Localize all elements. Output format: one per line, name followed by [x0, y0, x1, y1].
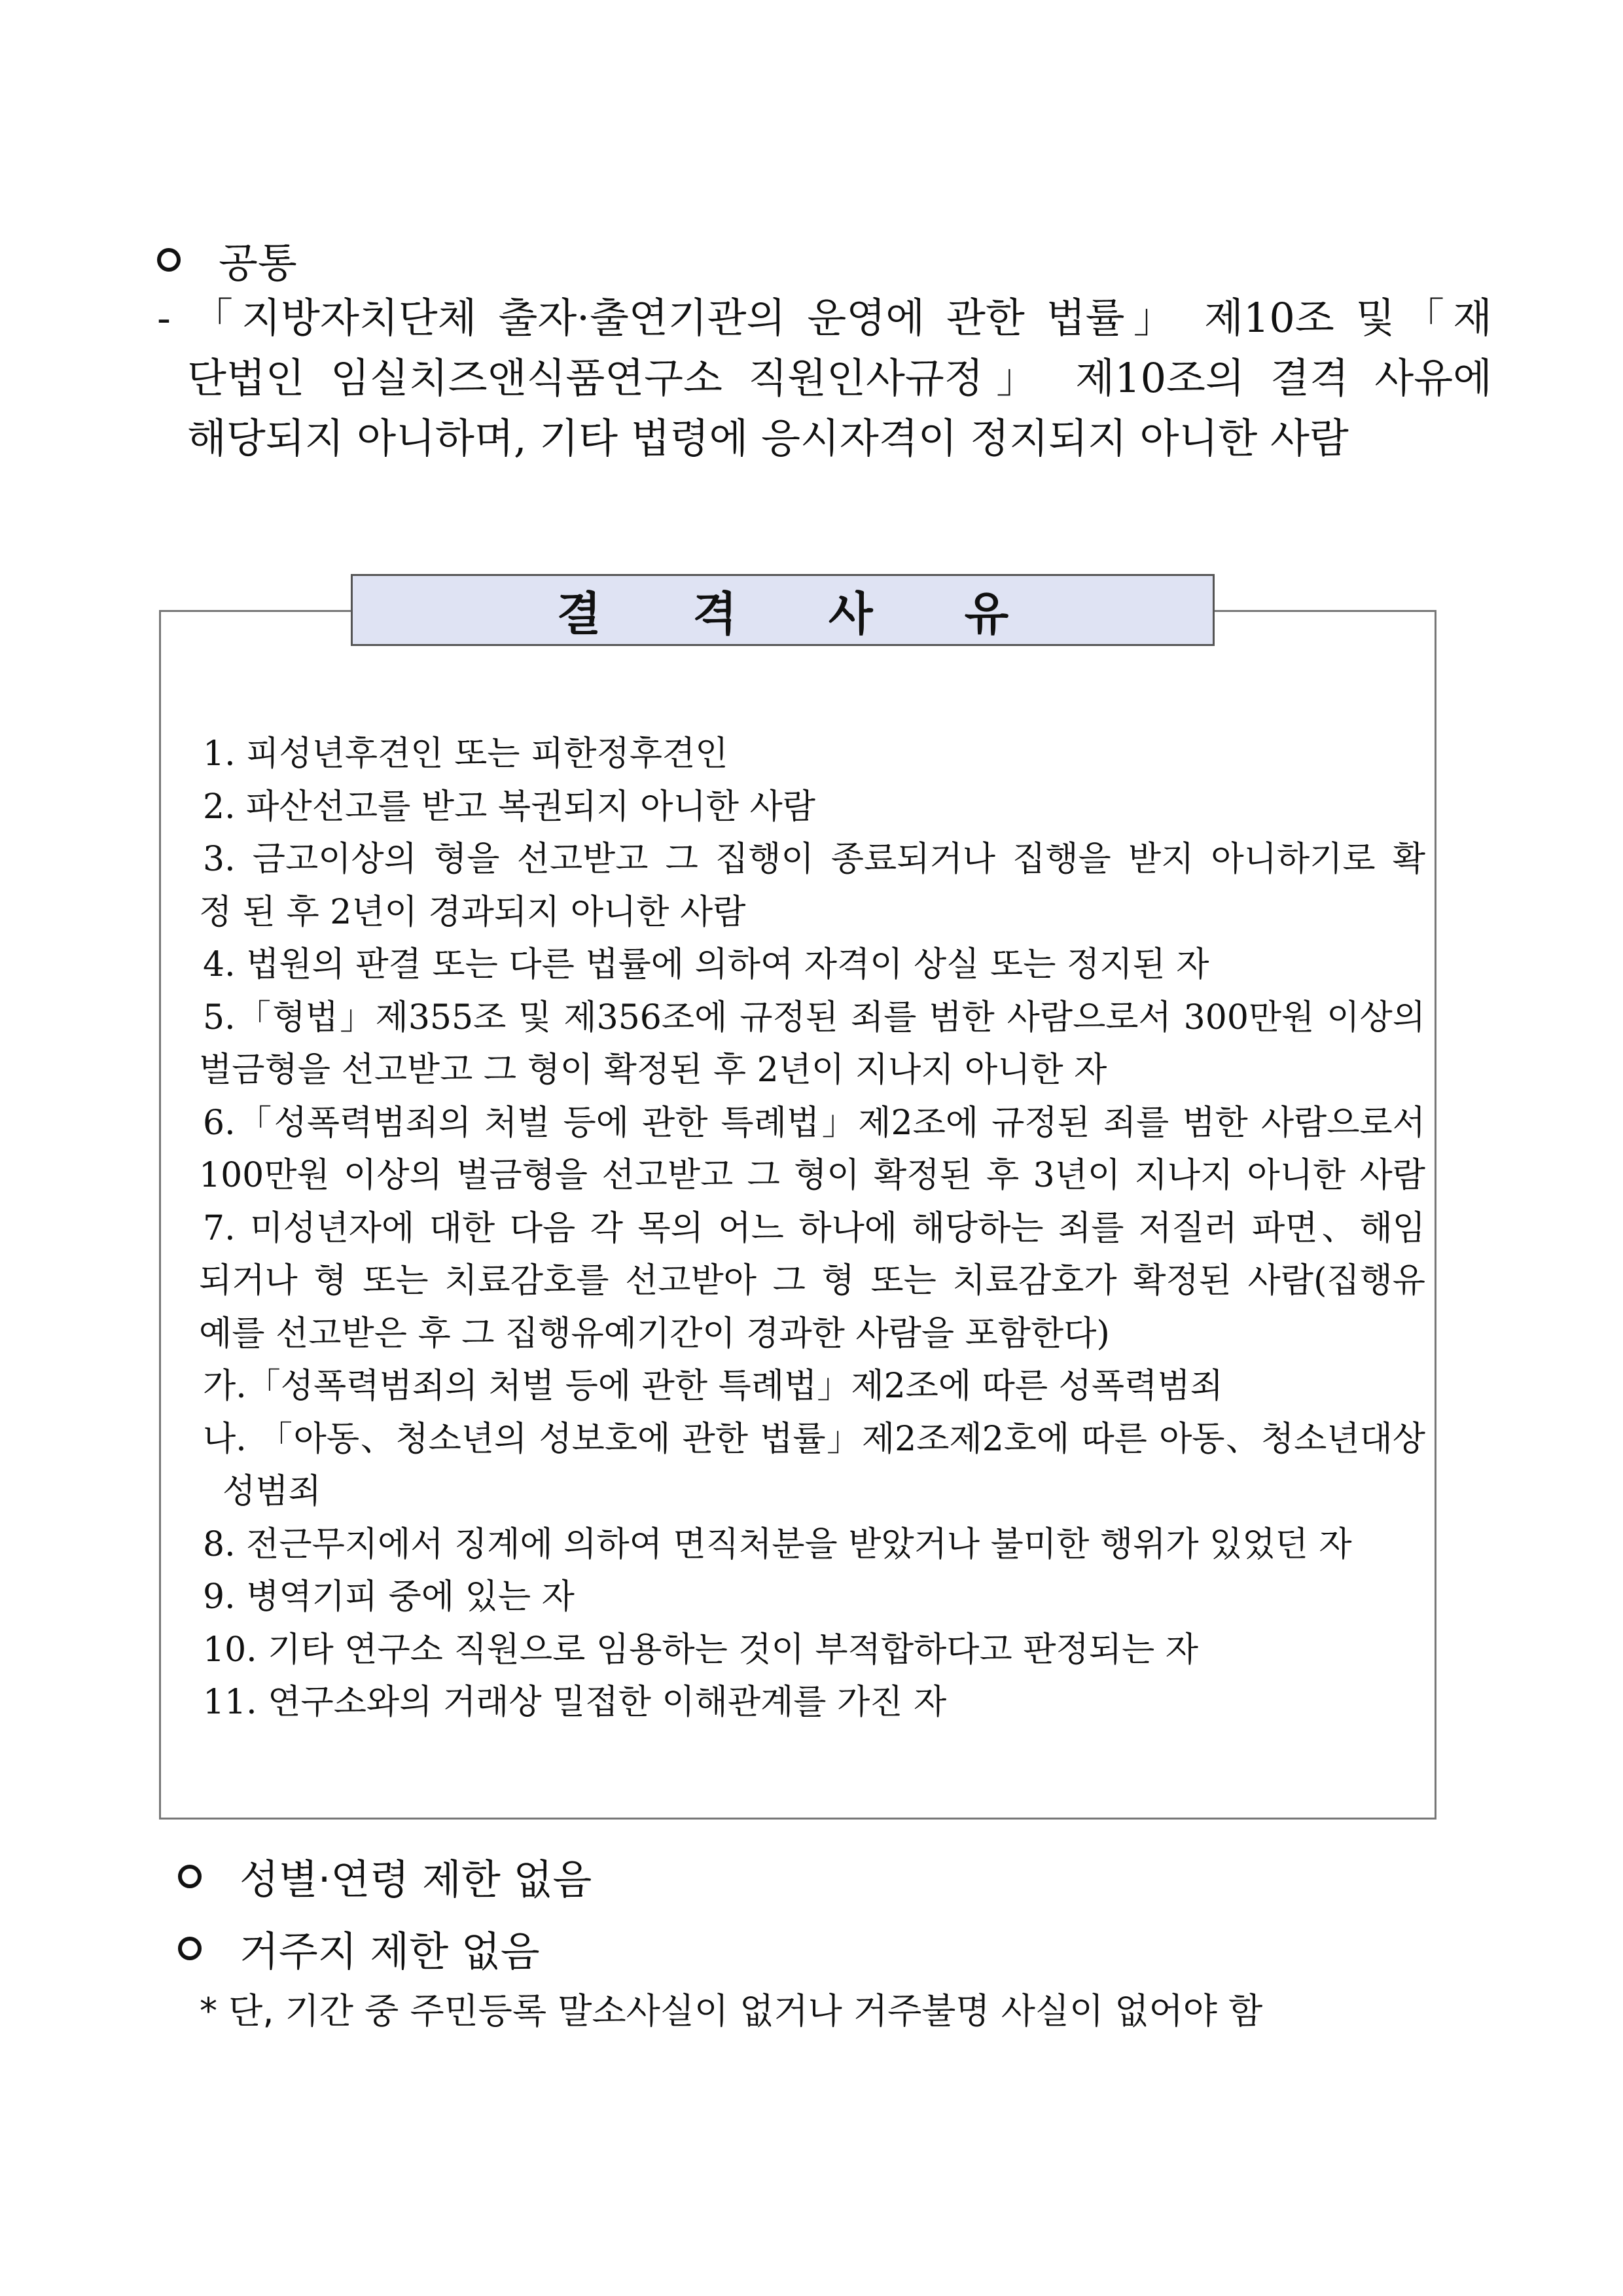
section-common-heading: 공통	[219, 239, 297, 287]
residence-text: 거주지 제한 없음	[240, 1928, 540, 1975]
reason-line: 1. 피성년후견인 또는 피한정후견인	[203, 734, 728, 774]
reason-line: 7. 미성년자에 대한 다음 각 목의 어느 하나에 해당하는 죄를 저질러 파면、해임	[203, 1208, 1425, 1248]
reason-line: 10. 기타 연구소 직원으로 임용하는 것이 부적합하다고 판정되는 자	[203, 1630, 1198, 1670]
intro-line: - 「지방자치단체 출자·출연기관의 운영에 관한 법률」 제10조 및「재	[157, 294, 1492, 342]
reason-line: 벌금형을 선고받고 그 형이 확정된 후 2년이 지나지 아니한 자	[199, 1050, 1107, 1090]
reason-line: 성범죄	[223, 1472, 321, 1511]
reason-line: 9. 병역기피 중에 있는 자	[203, 1577, 575, 1617]
reason-line: 4. 법원의 판결 또는 다른 법률에 의하여 자격이 상실 또는 정지된 자	[203, 945, 1209, 984]
reason-line: 예를 선고받은 후 그 집행유예기간이 경과한 사람을 포함한다)	[199, 1314, 1110, 1354]
section-gender-age	[178, 1847, 592, 1905]
section-residence	[178, 1919, 540, 1977]
section-common	[157, 230, 297, 289]
circle-bullet-icon	[178, 1937, 202, 1960]
reason-line: 6.「성폭력범죄의 처벌 등에 관한 특례법」제2조에 규정된 죄를 범한 사람으로서	[203, 1103, 1425, 1143]
reason-line: 가.「성폭력범죄의 처벌 등에 관한 특례법」제2조에 따른 성폭력범죄	[203, 1367, 1223, 1406]
residence-note: * 단, 기간 중 주민등록 말소사실이 없거나 거주불명 사실이 없어야 함	[200, 1990, 1263, 2032]
intro-line: 단법인 임실치즈앤식품연구소 직원인사규정」 제10조의 결격 사유에	[187, 354, 1492, 402]
reason-line: 3. 금고이상의 형을 선고받고 그 집행이 종료되거나 집행을 받지 아니하기로 확	[203, 840, 1425, 879]
circle-bullet-icon	[178, 1865, 202, 1888]
circle-bullet-icon	[157, 248, 181, 272]
disqualification-list	[199, 728, 1425, 1729]
gender-age-text: 성별·연령 제한 없음	[240, 1856, 592, 1903]
reason-line: 100만원 이상의 벌금형을 선고받고 그 형이 확정된 후 3년이 지나지 아니한 사람	[199, 1156, 1425, 1195]
reason-line: 정 된 후 2년이 경과되지 아니한 사람	[199, 892, 746, 932]
reason-line: 2. 파산선고를 받고 복권되지 아니한 사람	[203, 787, 815, 827]
disqualification-title: 결격사유	[351, 574, 1215, 646]
reason-line: 되거나 형 또는 치료감호를 선고받아 그 형 또는 치료감호가 확정된 사람(집행유	[199, 1261, 1425, 1300]
reason-line: 나. 「아동、청소년의 성보호에 관한 법률」제2조제2호에 따른 아동、청소년대상	[203, 1419, 1425, 1459]
reason-line: 8. 전근무지에서 징계에 의하여 면직처분을 받았거나 불미한 행위가 있었던 자	[203, 1524, 1352, 1564]
common-intro-paragraph	[157, 288, 1492, 469]
reason-line: 5.「형법」제355조 및 제356조에 규정된 죄를 범한 사람으로서 300만원 이상의	[203, 997, 1425, 1037]
intro-line: 해당되지 아니하며, 기타 법령에 응시자격이 정지되지 아니한 사람	[187, 414, 1349, 462]
reason-line: 11. 연구소와의 거래상 밀접한 이해관계를 가진 자	[203, 1683, 947, 1722]
